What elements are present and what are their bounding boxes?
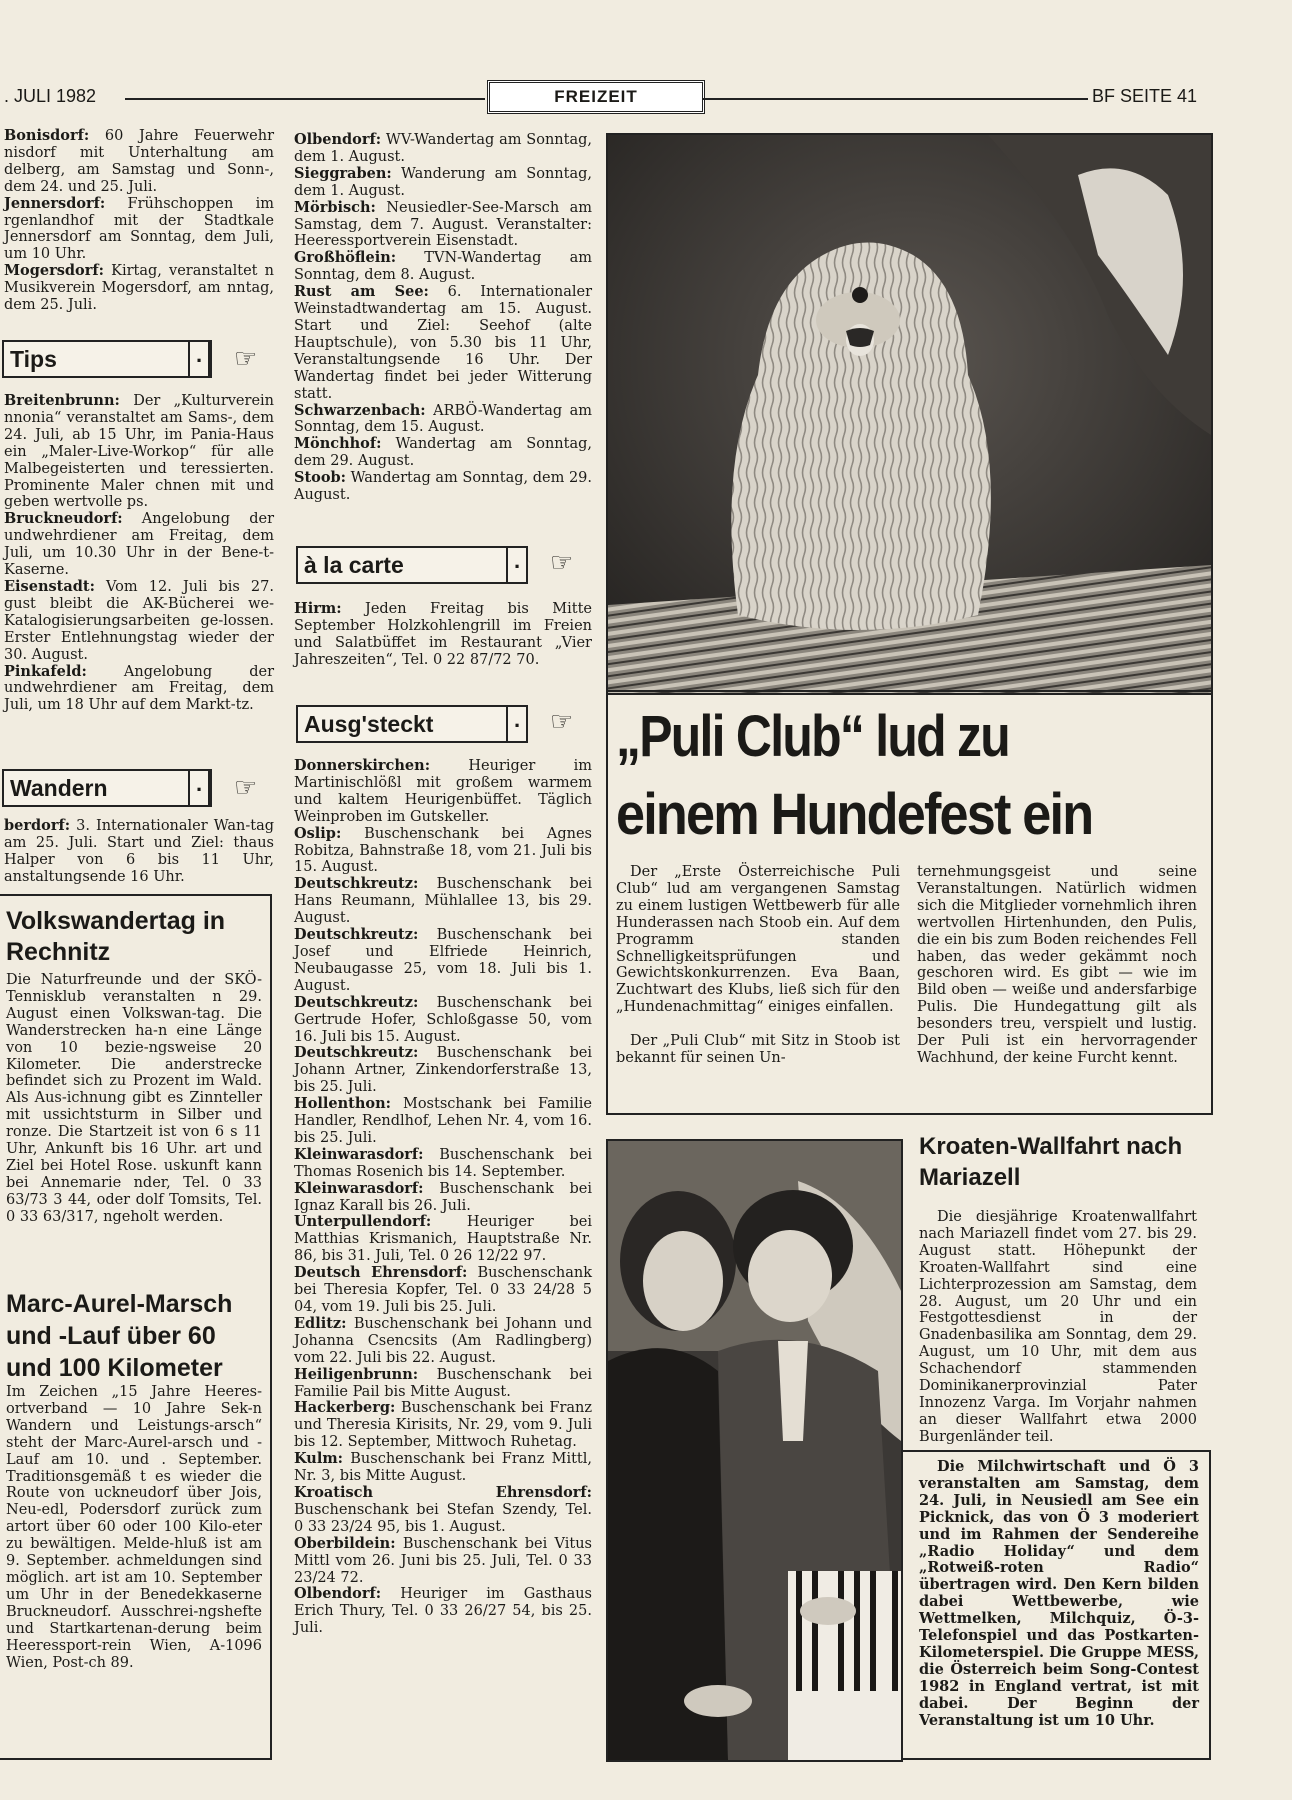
issue-date: . JULI 1982 xyxy=(4,86,97,106)
column-1-tips xyxy=(4,393,274,714)
list-item: Deutschkreutz: Buschenschank bei Josef und Elfriede Heinrich, Neubaugasse 25, vom 18. Juli bis 1. August. xyxy=(294,926,592,994)
list-item: Heiligenbrunn: Buschenschank bei Familie Pail bis Mitte August. xyxy=(294,1365,592,1400)
list-item: Hollenthon: Mostschank bei Familie Handler, Rendlhof, Lehen Nr. 4, vom 16. bis 25. Juli. xyxy=(294,1095,592,1146)
list-item: Sieggraben: Wanderung am Sonntag, dem 1. August. xyxy=(294,164,592,199)
list-item: Schwarzenbach: ARBÖ-Wandertag am Sonntag, dem 15. August. xyxy=(294,401,592,436)
list-item: Oslip: Buschenschank bei Agnes Robitza, Bahnstraße 18, vom 21. Juli bis 15. August. xyxy=(294,824,592,876)
list-item: Oberbildein: Buschenschank bei Vitus Mittl vom 26. Juni bis 25. Juli, Tel. 0 33 23/24 72. xyxy=(294,1534,592,1586)
list-item: Bruckneudorf: Angelobung der undwehrdiener am Freitag, dem Juli, um 10.30 Uhr in der Bene-t-Kaserne. xyxy=(4,510,274,579)
volkswandertag-text: Die Naturfreunde und der SKÖ-Tennisklub veranstalten n 29. August einen Volkswan-tag. Die Wanderstrecken ha-n eine Länge von 10 bezie-ngsweise 20 Kilometer. Die anderstrecke befindet sich zu Prozent im Wald. Als Aus-ichnung gibt es Zinnteller mit ussichtsturm in Silber und ronze. Die Startzeit ist von 6 s 11 Uhr, Ankunft bis 16 Uhr. art und Ziel bei Hotel Rose. uskunft kann bei Annemarie nder, Tel. 0 33 63/73 3 44, oder dolf Tomsits, Tel. 0 33 63/317, ngeholt werden. xyxy=(6,972,262,1225)
wandern-label: Wandern . xyxy=(2,769,212,807)
puli-dog-illustration xyxy=(608,135,1211,693)
list-item: Rust am See: 6. Internationaler Weinstadtwandertag am 15. August. Start und Ziel: Seehof (alte Hauptschule), von 5.30 bis 11 Uhr, Veranstaltungsende 16 Uhr. Der Wandertag findet bei jeder Witterung statt. xyxy=(294,283,592,402)
marc-aurel-title: Marc-Aurel-Marsch und -Lauf über 60 und 100 Kilometer xyxy=(6,1290,233,1382)
list-item: Unterpullendorf: Heuriger bei Matthias Krismanich, Hauptstraße Nr. 86, bis 31. Juli, Tel. 0 26 12/22 97. xyxy=(294,1213,592,1265)
couple-at-piano-photo xyxy=(606,1139,903,1762)
list-item: Edlitz: Buschenschank bei Johann und Johanna Csencsits (Am Radlingberg) vom 22. Juli bis 22. August. xyxy=(294,1314,592,1366)
list-item: Hirm: Jeden Freitag bis Mitte September Holzkohlengrill im Freien und Salatbüffet im Restaurant „Vier Jahreszeiten“, Tel. 0 22 87/72 70. xyxy=(294,600,592,668)
list-item: Jennersdorf: Frühschoppen im rgenlandhof mit der Stadtkale Jennersdorf am Sonntag, dem Juli, um 10 Uhr. xyxy=(4,194,275,263)
list-item: Bonisdorf: 60 Jahre Feuerwehr nisdorf mit Unterhaltung am delberg, am Samstag und Sonn-, dem 24. und 25. Juli. xyxy=(4,127,274,195)
puli-headline-line2: einem Hundefest ein xyxy=(616,782,1093,847)
pointing-hand-icon: ☞ xyxy=(234,344,258,374)
list-item: Kroatisch Ehrensdorf: Buschenschank bei Stefan Szendy, Tel. 0 33 23/24 95, bis 1. August. xyxy=(294,1483,592,1535)
couple-illustration xyxy=(608,1141,901,1760)
list-item: Kleinwarasdorf: Buschenschank bei Thomas Rosenich bis 14. September. xyxy=(294,1145,592,1180)
list-item: Mönchhof: Wandertag am Sonntag, dem 29. August. xyxy=(294,435,592,470)
column-1-wandern xyxy=(4,818,274,886)
puli-text-left: Der „Erste Österreichische Puli Club“ lud am vergangenen Samstag zu einem lustigen Wettbewerb für alle Hunderassen nach Stoob ein. Auf dem Programm standen Schnelligkeitsprüfungen und Gewichtskonkurrenzen. Eva Baan, Zuchtwart des Klubs, ließ sich für den „Hundenachmittag“ einiges einfallen. Der „Puli Club“ mit Sitz in Stoob ist bekannt für seinen Un- xyxy=(616,864,900,1067)
list-item: Großhöflein: TVN-Wandertag am Sonntag, dem 8. August. xyxy=(294,249,592,284)
list-item: Hackerberg: Buschenschank bei Franz und Theresia Kirisits, Nr. 29, vom 9. Juli bis 12. September, Mittwoch Ruhetag. xyxy=(294,1399,592,1451)
list-item: Deutschkreutz: Buschenschank bei Hans Reumann, Mühlallee 13, bis 29. August. xyxy=(294,875,592,927)
list-item: Deutschkreutz: Buschenschank bei Gertrude Hofer, Schloßgasse 50, vom 16. Juli bis 15. August. xyxy=(294,993,592,1045)
ausgsteckt-label: Ausg'steckt . xyxy=(296,705,528,743)
pointing-hand-icon: ☞ xyxy=(234,773,258,803)
list-item: Pinkafeld: Angelobung der undwehrdiener am Freitag, dem Juli, um 18 Uhr auf dem Markt-tz. xyxy=(4,662,274,714)
header-rule-left xyxy=(125,98,485,100)
kroaten-title: Kroaten-Wallfahrt nach Mariazell xyxy=(919,1133,1183,1191)
a-la-carte-label: à la carte . xyxy=(296,546,528,584)
list-item: Breitenbrunn: Der „Kulturverein nnonia“ veranstaltet am Sams-, dem 24. Juli, ab 15 Uhr, im Pania-Haus ein „Maler-Live-Workop“ für alle Malbegeisterten und teressierten. Prominente Maler chnen mit und geben wertvolle ps. xyxy=(4,392,275,511)
puli-dog-photo xyxy=(606,133,1213,695)
kroaten-text: Die diesjährige Kroatenwallfahrt nach Mariazell findet vom 27. bis 29. August statt. Höhepunkt der Kroaten-Wallfahrt sind eine Lichterprozession am Samstag, dem 28. August, um 20 Uhr und ein Festgottesdienst in der Gnadenbasilika am Sonntag, dem 29. August, um 10 Uhr, mit dem aus Schachendorf stammenden Dominikanerprovinzial Pater Innozenz Varga. Im Vorjahr nahmen an dieser Wallfahrt etwa 2000 Burgenländer teil. xyxy=(919,1209,1197,1445)
volkswandertag-title: Volkswandertag in Rechnitz xyxy=(6,907,226,966)
puli-text-right: ternehmungsgeist und seine Veranstaltungen. Natürlich widmen sich die Mitglieder vornehmlich ihren wertvollen Hirtenhunden, den Pulis, die ein bis zum Boden reichendes Fell haben, das weder gekämmt noch geschoren wird. Es gibt — wie im Bild oben — weiße und andersfarbige Pulis. Die Hundegattung gilt als besonders treu, verspielt und lustig. Der Puli ist ein hervorragender Wachhund, der keine Furcht kennt. xyxy=(917,864,1197,1066)
pointing-hand-icon: ☞ xyxy=(550,707,574,737)
tips-label: Tips . xyxy=(2,340,212,378)
list-item: Kulm: Buschenschank bei Franz Mittl, Nr. 3, bis Mitte August. xyxy=(294,1450,593,1485)
pointing-hand-icon: ☞ xyxy=(550,548,574,578)
list-item: Olbendorf: WV-Wandertag am Sonntag, dem 1. August. xyxy=(294,131,592,165)
list-item: Stoob: Wandertag am Sonntag, dem 29. August. xyxy=(294,469,593,504)
header-rule-right xyxy=(702,98,1088,100)
list-item: Deutschkreutz: Buschenschank bei Johann Artner, Zinkendorferstraße 13, bis 25. Juli. xyxy=(294,1044,592,1096)
puli-headline-line1: „Puli Club“ lud zu xyxy=(616,704,1009,769)
list-item: Olbendorf: Heuriger im Gasthaus Erich Thury, Tel. 0 33 26/27 54, bis 25. Juli. xyxy=(294,1585,592,1637)
column-2-carte xyxy=(294,601,592,669)
list-item: Mörbisch: Neusiedler-See-Marsch am Samstag, dem 7. August. Veranstalter: Heeressportverein Eisenstadt. xyxy=(294,198,592,250)
column-2-wander xyxy=(294,132,592,504)
page-number: BF SEITE 41 xyxy=(1092,86,1198,106)
marc-aurel-text: Im Zeichen „15 Jahre Heeres-ortverband — 10 Jahre Sek-n Wandern und Leistungs-arsch“ steht der Marc-Aurel-arsch und -Lauf am 10. und . September. Traditionsgemäß t es wieder die Route von uckneudorf über Jois, Neu-edl, Podersdorf zurück zum artort über 60 oder 100 Kilo-eter zu bewältigen. Melde-hluß ist am 9. September. achmeldungen sind möglich. art ist am 10. September um Uhr in der Benedekkaserne Bruckneudorf. Ausschrei-ngshefte und Startkartenan-derung beim Heeressport-rein Wien, A-1096 Wien, Post-ch 89. xyxy=(6,1384,262,1671)
section-label: FREIZEIT xyxy=(487,80,705,114)
milch-text: Die Milchwirtschaft und Ö 3 veranstalten am Samstag, dem 24. Juli, in Neusiedl am See ein Picknick, das von Ö 3 moderiert und im Rahmen der Sendereihe „Radio Holiday“ und dem „Rotweiß-roten Radio“ übertragen wird. Den Kern bilden dabei Wettbewerbe, wie Wettmelken, Milchquiz, Ö-3-Telefonspiel und das Postkarten-Kilometerspiel. Die Gruppe MESS, die Österreich beim Song-Contest 1982 in England vertrat, ist mit dabei. Der Beginn der Veranstaltung ist um 10 Uhr. xyxy=(919,1458,1199,1729)
list-item: berdorf: 3. Internationaler Wan-tag am 25. Juli. Start und Ziel: thaus Halper von 6 bis 11 Uhr, anstaltungsende 16 Uhr. xyxy=(4,817,274,885)
list-item: Donnerskirchen: Heuriger im Martinischlößl mit großem warmem und kaltem Heurigenbüffet. Täglich Weinproben im Gutskeller. xyxy=(294,757,592,825)
column-2-ausgsteckt xyxy=(294,758,592,1637)
column-1-top xyxy=(4,128,274,314)
list-item: Deutsch Ehrensdorf: Buschenschank bei Theresia Kopfer, Tel. 0 33 24/28 5 04, vom 19. Juli bis 25. Juli. xyxy=(294,1264,592,1315)
list-item: Eisenstadt: Vom 12. Juli bis 27. gust bleibt die AK-Bücherei we- Katalogisierungsarbeiten ge-lossen. Erster Entlehnungstag wieder der 30. August. xyxy=(4,577,274,663)
list-item: Mogersdorf: Kirtag, veranstaltet n Musikverein Mogersdorf, am nntag, dem 25. Juli. xyxy=(4,262,275,314)
list-item: Kleinwarasdorf: Buschenschank bei Ignaz Karall bis 26. Juli. xyxy=(294,1179,592,1214)
